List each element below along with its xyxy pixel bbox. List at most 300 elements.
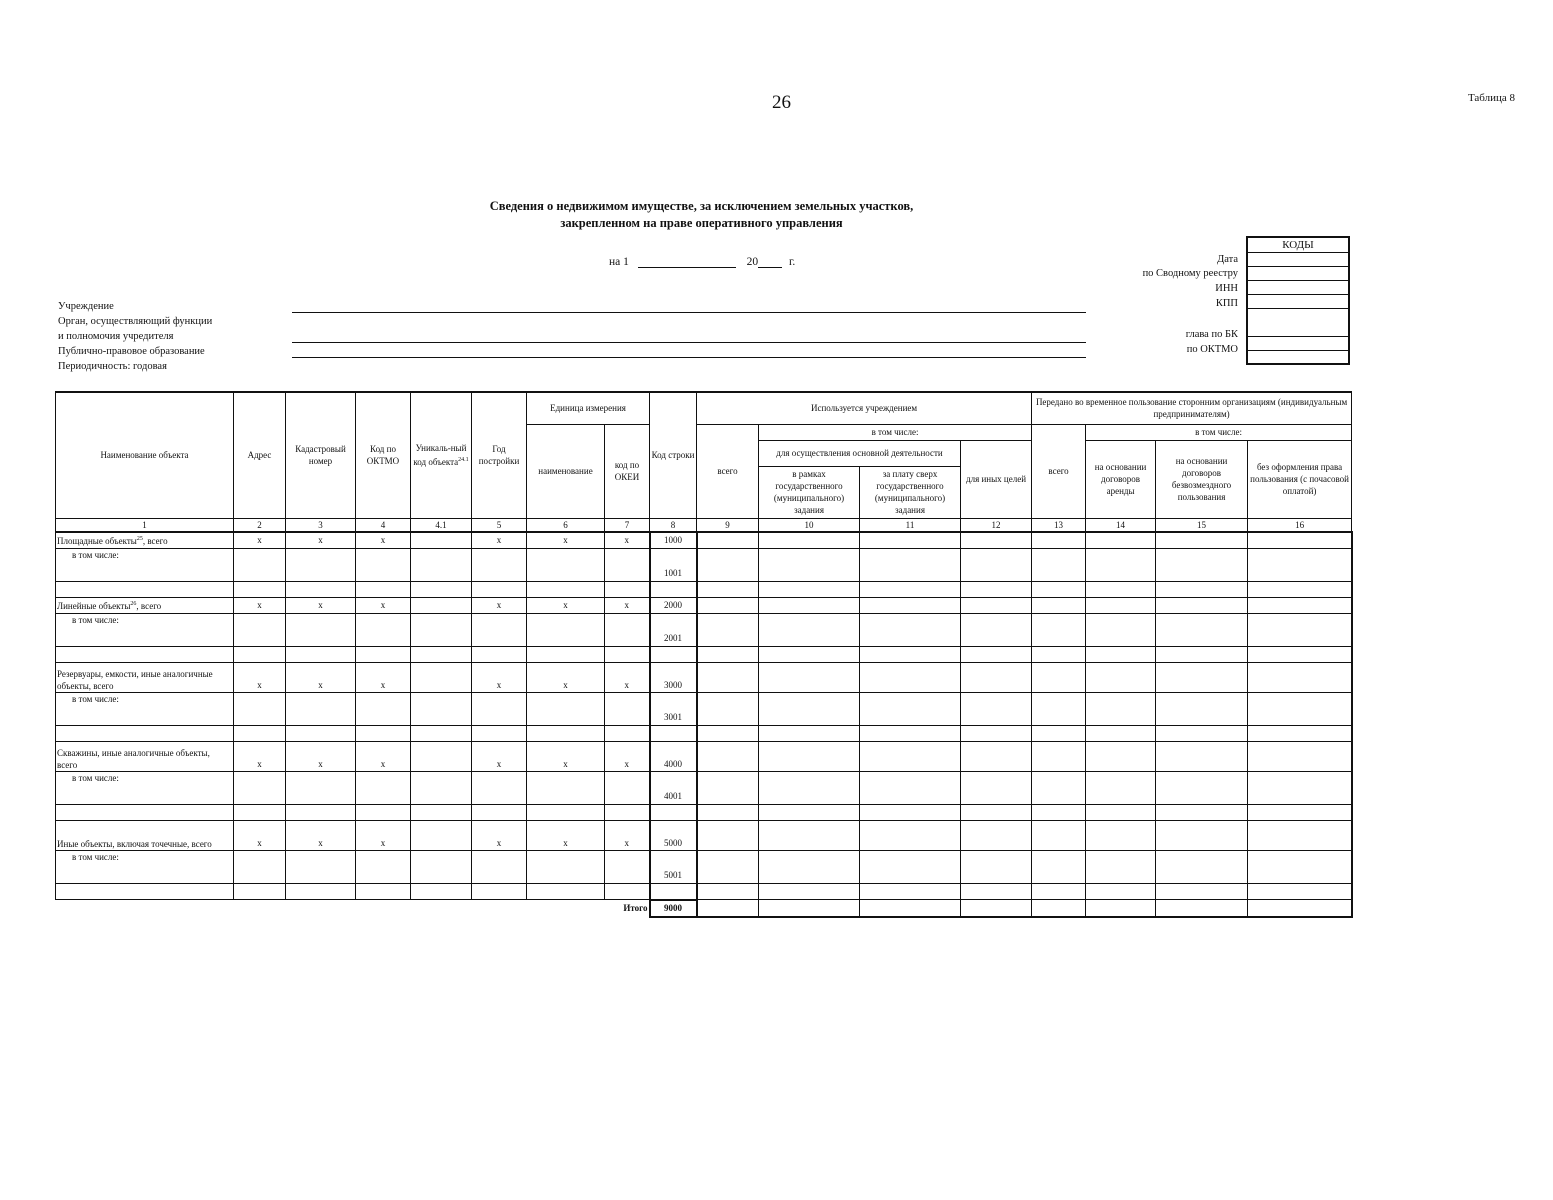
col-number: 16 [1248,518,1352,532]
x-mark: x [286,532,356,549]
value-cell[interactable] [1086,804,1156,820]
x-mark: x [234,662,286,692]
value-cell[interactable] [411,613,472,646]
table-row [56,597,1352,613]
value-cell[interactable] [1086,692,1156,725]
value-cell[interactable] [356,613,411,646]
value-cell[interactable] [1248,646,1352,662]
value-cell[interactable] [1156,548,1248,581]
total-value-cell[interactable] [1156,900,1248,917]
value-cell[interactable] [697,597,759,613]
x-mark: x [527,532,605,549]
value-cell[interactable] [1248,804,1352,820]
value-cell[interactable] [1156,662,1248,692]
value-cell[interactable] [527,692,605,725]
value-cell[interactable] [234,548,286,581]
label-registry: по Сводному реестру [1142,268,1238,279]
value-cell[interactable] [1032,741,1086,771]
value-cell[interactable] [1156,741,1248,771]
value-cell[interactable] [1032,532,1086,549]
value-cell[interactable] [1248,741,1352,771]
value-cell[interactable] [860,597,961,613]
x-mark: x [472,532,527,549]
value-cell[interactable] [356,692,411,725]
x-mark: x [605,597,650,613]
row-code: 3000 [650,662,697,692]
value-cell[interactable] [411,850,472,883]
total-value-cell[interactable] [961,900,1032,917]
x-mark: x [527,820,605,850]
title-line-2: закрепленном на праве оперативного управления [560,216,843,230]
x-mark: x [286,820,356,850]
col-number: 6 [527,518,605,532]
value-cell[interactable] [961,597,1032,613]
value-cell[interactable] [411,725,472,741]
value-cell[interactable] [759,597,860,613]
value-cell[interactable] [1032,692,1086,725]
value-cell[interactable] [605,548,650,581]
value-cell[interactable] [759,581,860,597]
row-name-tail: , всего [142,536,168,546]
value-cell[interactable] [411,597,472,613]
value-cell[interactable] [527,581,605,597]
value-cell[interactable] [1156,581,1248,597]
row-sub-label: в том числе: [56,692,234,725]
total-value-cell[interactable] [1248,900,1352,917]
date-line [609,255,795,268]
x-mark: x [527,662,605,692]
h-used-incl: в том числе: [759,424,1032,440]
value-cell[interactable] [697,646,759,662]
total-value-cell[interactable] [1086,900,1156,917]
col-number: 10 [759,518,860,532]
value-cell[interactable] [961,548,1032,581]
value-cell[interactable] [860,532,961,549]
value-cell[interactable] [356,725,411,741]
value-cell[interactable] [286,613,356,646]
value-cell[interactable] [961,646,1032,662]
value-cell[interactable] [472,883,527,900]
value-cell[interactable] [1032,725,1086,741]
value-cell[interactable] [1156,646,1248,662]
value-cell[interactable] [527,850,605,883]
value-cell[interactable] [286,581,356,597]
value-cell[interactable] [605,850,650,883]
value-cell[interactable] [759,741,860,771]
value-cell[interactable] [605,804,650,820]
value-cell[interactable] [234,581,286,597]
table-row [56,741,1352,771]
row-name [56,820,234,850]
value-cell[interactable] [1086,548,1156,581]
value-cell[interactable] [286,850,356,883]
label-kpp: КПП [1215,298,1238,309]
col-number: 8 [650,518,697,532]
value-cell[interactable] [1086,532,1156,549]
x-mark: x [356,662,411,692]
value-cell[interactable] [472,613,527,646]
value-cell[interactable] [356,883,411,900]
x-mark: x [286,597,356,613]
value-cell[interactable] [759,548,860,581]
value-cell[interactable] [411,692,472,725]
value-cell[interactable] [234,613,286,646]
value-cell[interactable] [1032,850,1086,883]
value-cell[interactable] [1032,597,1086,613]
value-cell[interactable] [650,581,697,597]
value-cell[interactable] [356,850,411,883]
year-prefix: 20 [746,256,759,268]
label-oktmo: по ОКТМО [1186,344,1238,355]
x-mark: x [472,741,527,771]
h-cadastral: Кадастровый номер [286,392,356,518]
label-bk: глава по БК [1185,329,1238,340]
value-cell[interactable] [961,613,1032,646]
value-cell[interactable] [1156,804,1248,820]
row-name-text: Резервуары, емкости, иные аналогичные объекты, всего [57,668,213,691]
value-cell[interactable] [605,725,650,741]
row-sub-label: в том числе: [56,613,234,646]
row-code: 5000 [650,820,697,850]
value-cell[interactable] [650,804,697,820]
col-number: 9 [697,518,759,532]
value-cell[interactable] [411,883,472,900]
value-cell[interactable] [650,646,697,662]
value-cell[interactable] [1032,548,1086,581]
document-title [0,198,1403,232]
value-cell[interactable] [1032,771,1086,804]
value-cell[interactable] [1156,850,1248,883]
value-cell[interactable] [527,548,605,581]
value-cell[interactable] [1156,597,1248,613]
label-date: Дата [1217,254,1238,265]
value-cell[interactable] [286,771,356,804]
value-cell[interactable] [472,725,527,741]
value-cell[interactable] [1086,597,1156,613]
x-mark: x [605,820,650,850]
value-cell[interactable] [759,820,860,850]
table-row [56,581,1352,597]
value-cell[interactable] [1032,613,1086,646]
table-row [56,850,1352,883]
value-cell[interactable] [1156,883,1248,900]
value-cell[interactable] [1086,771,1156,804]
value-cell[interactable] [860,741,961,771]
value-cell[interactable] [1086,581,1156,597]
h-unique-code-text: Уникаль-ный код объекта [413,443,467,468]
value-cell[interactable] [1248,597,1352,613]
value-cell[interactable] [860,646,961,662]
total-value-cell[interactable] [860,900,961,917]
value-cell[interactable] [472,850,527,883]
code-kpp[interactable] [1247,295,1349,309]
value-cell[interactable] [411,771,472,804]
value-cell[interactable] [1086,662,1156,692]
value-cell[interactable] [1086,613,1156,646]
value-cell[interactable] [961,820,1032,850]
value-cell[interactable] [697,692,759,725]
value-cell[interactable] [472,771,527,804]
h-over-task: за плату сверх государственного (муниципального) задания [860,466,961,518]
column-numbers-row [56,518,1352,532]
value-cell[interactable] [1032,662,1086,692]
col-number: 7 [605,518,650,532]
value-cell[interactable] [759,692,860,725]
h-trans-total: всего [1032,424,1086,518]
value-cell[interactable] [860,771,961,804]
value-cell[interactable] [1032,804,1086,820]
col-number: 3 [286,518,356,532]
code-inn[interactable] [1247,281,1349,295]
code-extra[interactable] [1247,351,1349,365]
table-row [56,692,1352,725]
value-cell[interactable] [286,692,356,725]
value-cell[interactable] [234,883,286,900]
value-cell[interactable] [472,581,527,597]
value-cell[interactable] [356,646,411,662]
value-cell[interactable] [1248,532,1352,549]
value-cell[interactable] [697,820,759,850]
h-transferred: Передано во временное пользование сторонним организациям (индивидуальным предпринимателям) [1032,392,1352,424]
value-cell[interactable] [605,883,650,900]
value-cell[interactable] [697,771,759,804]
h-used: Используется учреждением [697,392,1032,424]
value-cell[interactable] [961,581,1032,597]
value-cell[interactable] [961,771,1032,804]
value-cell[interactable] [1248,692,1352,725]
value-cell[interactable] [961,850,1032,883]
x-mark: x [356,532,411,549]
value-cell[interactable] [527,771,605,804]
row-code: 1000 [650,532,697,549]
total-value-cell[interactable] [697,900,759,917]
value-cell[interactable] [1156,725,1248,741]
value-cell[interactable] [1156,771,1248,804]
value-cell[interactable] [1086,725,1156,741]
value-cell[interactable] [411,581,472,597]
value-cell[interactable] [1032,883,1086,900]
h-unit: Единица измерения [527,392,650,424]
value-cell[interactable] [1248,883,1352,900]
institution-field-line[interactable] [292,312,1086,313]
row-name-text: Линейные объекты [57,601,131,611]
x-mark: x [605,532,650,549]
value-cell[interactable] [527,725,605,741]
value-cell[interactable] [1156,532,1248,549]
value-cell[interactable] [961,692,1032,725]
total-value-cell[interactable] [1032,900,1086,917]
value-cell[interactable] [697,532,759,549]
value-cell[interactable] [860,548,961,581]
value-cell[interactable] [961,741,1032,771]
value-cell[interactable] [697,613,759,646]
value-cell[interactable] [605,771,650,804]
value-cell[interactable] [1156,692,1248,725]
value-cell[interactable] [356,548,411,581]
value-cell[interactable] [356,771,411,804]
value-cell[interactable] [697,662,759,692]
public-entity-field-line[interactable] [292,357,1086,358]
value-cell[interactable] [697,725,759,741]
value-cell[interactable] [860,613,961,646]
table-label: Таблица 8 [1467,92,1515,104]
value-cell[interactable] [411,548,472,581]
value-cell[interactable] [411,646,472,662]
value-cell[interactable] [286,804,356,820]
value-cell[interactable] [759,532,860,549]
code-bk[interactable] [1247,309,1349,337]
value-cell[interactable] [759,804,860,820]
h-within-task: в рамках государственного (муниципального) задания [759,466,860,518]
year-field[interactable] [758,255,782,268]
value-cell[interactable] [356,581,411,597]
col-number: 12 [961,518,1032,532]
value-cell[interactable] [860,662,961,692]
table-row [56,771,1352,804]
code-date[interactable] [1247,253,1349,267]
value-cell[interactable] [1248,850,1352,883]
value-cell[interactable] [961,725,1032,741]
organ-field-line[interactable] [292,342,1086,343]
value-cell[interactable] [1248,820,1352,850]
value-cell[interactable] [697,804,759,820]
code-registry[interactable] [1247,267,1349,281]
h-unique-code-sup: 24.1 [458,457,469,464]
value-cell[interactable] [1248,581,1352,597]
h-address: Адрес [234,392,286,518]
h-unique-code [411,392,472,518]
value-cell [56,804,234,820]
row-name-text: Скважины, иные аналогичные объекты, всего [57,747,210,770]
value-cell[interactable] [411,820,472,850]
value-cell[interactable] [1086,850,1156,883]
h-used-total: всего [697,424,759,518]
value-cell[interactable] [697,850,759,883]
value-cell[interactable] [1032,646,1086,662]
value-cell[interactable] [697,548,759,581]
value-cell[interactable] [1086,646,1156,662]
total-value-cell[interactable] [759,900,860,917]
value-cell[interactable] [697,741,759,771]
value-cell[interactable] [1086,741,1156,771]
value-cell[interactable] [961,804,1032,820]
row-name [56,597,234,613]
value-cell[interactable] [234,771,286,804]
table-row [56,646,1352,662]
value-cell[interactable] [472,804,527,820]
value-cell[interactable] [759,662,860,692]
date-prefix: на 1 [609,256,629,268]
value-cell[interactable] [759,883,860,900]
date-field[interactable] [638,255,736,268]
value-cell[interactable] [605,646,650,662]
value-cell[interactable] [527,613,605,646]
value-cell[interactable] [234,692,286,725]
x-mark: x [234,532,286,549]
value-cell [56,725,234,741]
col-number: 13 [1032,518,1086,532]
col-number: 14 [1086,518,1156,532]
code-oktmo[interactable] [1247,337,1349,351]
value-cell[interactable] [697,581,759,597]
value-cell[interactable] [234,725,286,741]
value-cell[interactable] [1248,548,1352,581]
value-cell[interactable] [759,850,860,883]
value-cell[interactable] [472,646,527,662]
row-name [56,741,234,771]
x-mark: x [527,741,605,771]
value-cell[interactable] [860,850,961,883]
value-cell[interactable] [411,532,472,549]
table-row [56,532,1352,549]
value-cell[interactable] [234,850,286,883]
value-cell[interactable] [961,883,1032,900]
value-cell[interactable] [650,883,697,900]
value-cell[interactable] [286,883,356,900]
value-cell[interactable] [1032,581,1086,597]
value-cell[interactable] [411,804,472,820]
value-cell[interactable] [527,646,605,662]
value-cell[interactable] [759,771,860,804]
table-row [56,804,1352,820]
value-cell[interactable] [961,662,1032,692]
value-cell[interactable] [605,581,650,597]
value-cell[interactable] [759,725,860,741]
x-mark: x [472,820,527,850]
row-code: 1001 [650,548,697,581]
value-cell[interactable] [411,662,472,692]
row-code: 2001 [650,613,697,646]
value-cell[interactable] [1086,820,1156,850]
value-cell[interactable] [234,646,286,662]
value-cell[interactable] [286,725,356,741]
value-cell[interactable] [860,581,961,597]
value-cell[interactable] [860,804,961,820]
value-cell[interactable] [1032,820,1086,850]
label-institution: Учреждение [58,301,114,312]
value-cell[interactable] [411,741,472,771]
value-cell[interactable] [961,532,1032,549]
value-cell[interactable] [860,883,961,900]
value-cell[interactable] [1248,725,1352,741]
value-cell[interactable] [1248,771,1352,804]
value-cell[interactable] [472,548,527,581]
value-cell[interactable] [860,692,961,725]
table-row [56,725,1352,741]
value-cell[interactable] [286,548,356,581]
value-cell[interactable] [650,725,697,741]
value-cell[interactable] [472,692,527,725]
value-cell[interactable] [527,804,605,820]
value-cell[interactable] [1156,820,1248,850]
value-cell[interactable] [1156,613,1248,646]
value-cell[interactable] [1086,883,1156,900]
value-cell[interactable] [759,646,860,662]
value-cell[interactable] [527,883,605,900]
value-cell[interactable] [605,613,650,646]
value-cell[interactable] [1248,613,1352,646]
value-cell[interactable] [697,883,759,900]
table-row [56,613,1352,646]
value-cell[interactable] [286,646,356,662]
value-cell[interactable] [759,613,860,646]
value-cell[interactable] [605,692,650,725]
value-cell[interactable] [356,804,411,820]
value-cell[interactable] [234,804,286,820]
value-cell[interactable] [860,820,961,850]
value-cell[interactable] [1248,662,1352,692]
value-cell[interactable] [860,725,961,741]
